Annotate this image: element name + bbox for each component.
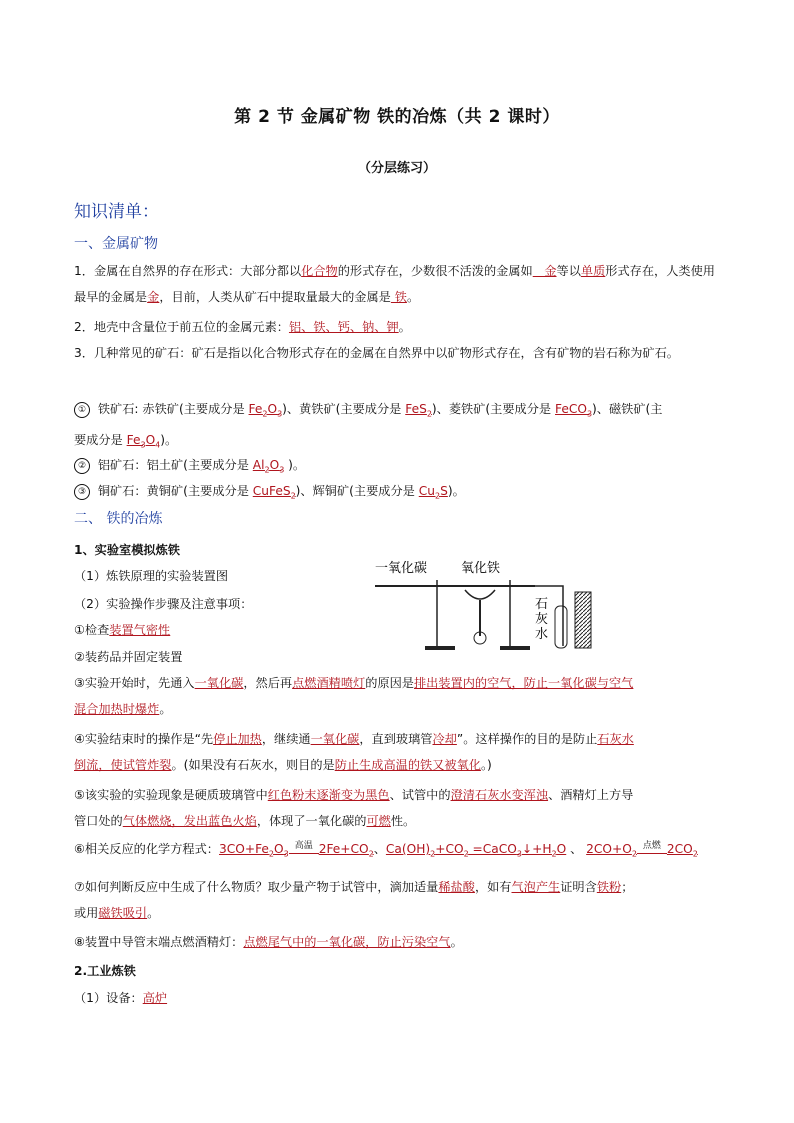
text: 铜矿石：黄铜矿(主要成分是: [97, 484, 253, 498]
sub-heading-lab: 1、实验室模拟炼铁: [74, 543, 180, 557]
equation-1: $3CO+Fe_2O_3$: [219, 842, 289, 859]
step-text: （1）炼铁原理的实验装置图: [74, 569, 229, 583]
answer: 气泡产生: [511, 880, 561, 894]
answer: 金: [147, 290, 160, 304]
answer: 红色粉末逐渐变为黑色: [267, 788, 390, 802]
label-fe2o3: 氧化铁: [461, 561, 501, 576]
text: 形式存在，人类使用最早的金属是: [74, 264, 715, 304]
answer: 装置气密性: [109, 623, 171, 637]
text: )、菱铁矿(主要成分是: [431, 402, 555, 416]
answer: 一氧化碳: [194, 676, 244, 690]
text: ⑤该实验的实验现象是硬质玻璃管中: [74, 788, 268, 802]
answer: 石灰水: [597, 732, 634, 746]
text: 。: [147, 906, 160, 920]
step-8: [74, 933, 463, 950]
text: )、黄铁矿(主要成分是: [282, 402, 406, 416]
sub-heading-industry: 2.工业炼铁: [74, 964, 136, 978]
text: 。(如果没有石灰水，则目的是: [171, 758, 335, 772]
text: ；: [621, 880, 634, 894]
text: ③实验开始时，先通入: [74, 676, 195, 690]
part1-heading: 一、金属矿物: [74, 236, 158, 252]
text: 管口处的: [74, 814, 123, 828]
step-text: （2）实验操作步骤及注意事项：: [74, 597, 253, 611]
text: 。): [480, 758, 492, 772]
answer: 铁: [390, 290, 407, 304]
text: 铁矿石: 赤铁矿(主要成分是: [97, 402, 249, 416]
condition-arrow: [289, 842, 319, 856]
text: 2．地壳中含量位于前五位的金属元素：: [74, 320, 289, 334]
text: 、: [373, 842, 386, 856]
step-7: [74, 874, 724, 926]
text: 。: [406, 290, 420, 304]
step-2: ②装药品并固定装置: [74, 650, 183, 664]
answer: CuFeS$_2$: [252, 484, 296, 501]
answer: 冷却: [432, 732, 457, 746]
ore-aluminum: [74, 456, 305, 474]
ore-copper: [74, 482, 465, 500]
text: 。: [450, 935, 463, 949]
text: 。: [398, 320, 411, 334]
step-6: [74, 840, 698, 858]
part2-heading: 二、 铁的冶炼: [74, 511, 163, 527]
answer: 防止生成高温的铁又被氧化: [334, 758, 481, 772]
answer: 倒流，使试管炸裂: [74, 758, 172, 772]
condition-label: 点燃: [642, 841, 661, 851]
text: ，然后再: [243, 676, 293, 690]
text: （1）设备：: [74, 991, 143, 1005]
answer: 排出装置内的空气，防止一氧化碳与空气: [414, 676, 634, 690]
text: 。: [159, 702, 172, 716]
text: 等以: [556, 264, 581, 278]
number-badge: ②: [74, 458, 90, 474]
text: 、试管中的: [389, 788, 451, 802]
text: )、辉铜矿(主要成分是: [295, 484, 419, 498]
label-limewater-2: 灰: [535, 612, 549, 627]
answer: $Fe_3O_4$: [126, 433, 161, 450]
text: 的原因是: [365, 676, 414, 690]
apparatus-diagram: [375, 556, 605, 656]
answer: 稀盐酸: [438, 880, 475, 894]
label-limewater-1: 石: [535, 597, 549, 612]
equation-1-product: $2Fe+CO_2$: [318, 842, 374, 859]
answer: 可燃: [366, 814, 391, 828]
apparatus-figure: [375, 556, 605, 656]
answer: 点燃酒精喷灯: [292, 676, 366, 690]
condition-label: 高温: [294, 841, 313, 851]
text: 铝矿石：铝土矿(主要成分是: [97, 458, 253, 472]
text: 、: [566, 842, 583, 856]
answer: 化合物: [301, 264, 338, 278]
answer: 铁粉: [596, 880, 622, 894]
ore-iron: [74, 396, 724, 459]
text: ⑧装置中导管末端点燃酒精灯：: [74, 935, 244, 949]
answer: FeCO$_3$: [555, 402, 593, 419]
step-5: [74, 782, 724, 834]
text: 、酒精灯上方导: [548, 788, 634, 802]
text: ①检查: [74, 623, 110, 637]
answer: 点燃尾气中的一氧化碳，防止污染空气: [243, 935, 451, 949]
text: 或用: [74, 906, 99, 920]
answer: 停止加热: [213, 732, 262, 746]
label-limewater-3: 水: [535, 627, 549, 642]
text: ”。这样操作的目的是防止: [456, 732, 598, 746]
text: ，继续通: [261, 732, 311, 746]
text: 性。: [390, 814, 416, 828]
equation-3: $2CO+O_2$: [586, 842, 637, 859]
label-co: 一氧化碳: [375, 561, 428, 576]
text: 1．金属在自然界的存在形式：大部分都以: [74, 264, 302, 278]
answer: 高炉: [142, 991, 168, 1005]
paragraph-2: [74, 318, 411, 335]
answer: $Cu_2S$: [418, 484, 448, 501]
answer: 气体燃烧，发出蓝色火焰: [122, 814, 257, 828]
answer: 单质: [580, 264, 606, 278]
text: )、磁铁矿(主: [592, 402, 663, 416]
answer: $Al_2O_3$: [252, 458, 285, 475]
text: ⑥相关反应的化学方程式：: [74, 842, 219, 856]
text: 证明含: [560, 880, 597, 894]
text: ④实验结束时的操作是“先: [74, 732, 214, 746]
text: ，目前，人类从矿石中提取量最大的金属是: [159, 290, 391, 304]
text: ⑦如何判断反应中生成了什么物质？取少量产物于试管中，滴加适量: [74, 880, 439, 894]
paragraph-3: 3．几种常见的矿石：矿石是指以化合物形式存在的金属在自然界中以矿物形式存在，含有矿物的岩石称为矿石。: [74, 346, 679, 360]
text: 要成分是: [74, 433, 127, 448]
text: ，如有: [474, 880, 512, 894]
answer: 金: [532, 264, 557, 278]
paragraph-1: [74, 258, 724, 310]
equation-2: $Ca(OH)_2+CO_2$ $=CaCO_3↓+H_2O$: [385, 842, 567, 859]
industry-1: [74, 989, 167, 1006]
section-heading: 知识清单：: [74, 202, 159, 222]
number-badge: ③: [74, 484, 90, 500]
answer: 一氧化碳: [310, 732, 360, 746]
text: )。: [160, 433, 178, 448]
page-title: 第 2 节 金属矿物 铁的冶炼（共 2 课时）: [234, 107, 560, 127]
page-subtitle: （分层练习）: [357, 161, 436, 176]
number-badge: ①: [74, 402, 90, 418]
equation-3-product: $2CO_2$: [666, 842, 698, 859]
answer: $Fe_2O_3$: [248, 402, 283, 419]
text: )。: [284, 458, 306, 472]
text: )。: [447, 484, 465, 498]
text: 的形式存在，少数很不活泼的金属如: [337, 264, 533, 278]
text: ，直到玻璃管: [359, 732, 433, 746]
step-3: [74, 670, 724, 722]
answer: FeS$_2$: [405, 402, 432, 419]
step-4: [74, 726, 724, 778]
condition-arrow: [637, 842, 667, 856]
answer: 铝、铁、钙、钠、钾: [288, 320, 399, 334]
answer: 混合加热时爆炸: [74, 702, 160, 716]
text: ，体现了一氧化碳的: [256, 814, 367, 828]
answer: 磁铁吸引: [98, 906, 148, 920]
answer: 澄清石灰水变浑浊: [450, 788, 549, 802]
step-1: [74, 621, 170, 638]
